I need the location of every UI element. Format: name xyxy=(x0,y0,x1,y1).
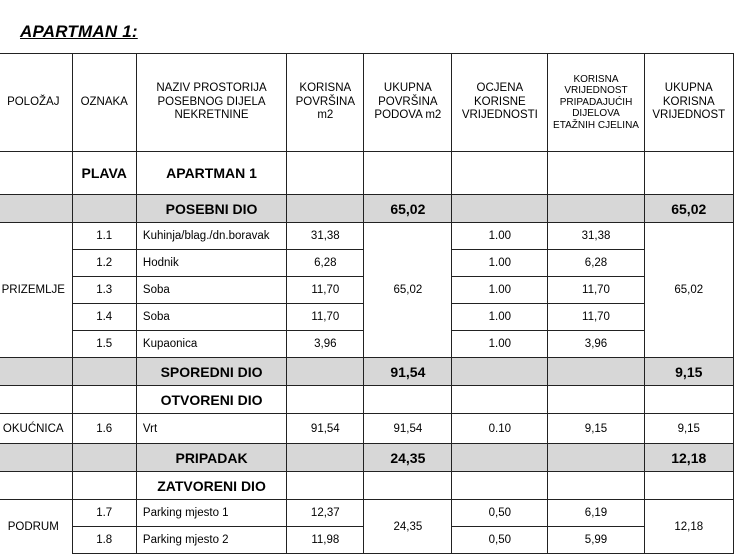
table-row xyxy=(0,500,734,527)
posebni-dio-vrijednost: 65,02 xyxy=(644,195,733,223)
row-ukupno: 91,54 xyxy=(364,414,452,444)
header-naziv: NAZIV PROSTORIJA POSEBNOG DIJELA NEKRETNINE xyxy=(136,54,286,152)
row-vrijednost: 9,15 xyxy=(548,414,644,444)
row-naziv: Vrt xyxy=(136,414,286,444)
row-oznaka: 1.2 xyxy=(72,250,136,277)
prizemlje-total-vrijednost: 65,02 xyxy=(644,223,733,358)
sporedni-dio-label: SPOREDNI DIO xyxy=(136,358,286,386)
row-vrijednost: 6,28 xyxy=(548,250,644,277)
row-povrsina: 3,96 xyxy=(287,331,364,358)
row-vrijednost: 11,70 xyxy=(548,277,644,304)
row-ukupna-vrijednost: 9,15 xyxy=(644,414,733,444)
header-korisna-vrijednost: KORISNA VRIJEDNOST PRIPADAJUĆIH DIJELOVA ETAŽNIH CJELINA xyxy=(548,54,644,152)
row-ocjena: 1.00 xyxy=(452,331,548,358)
sporedni-dio-povrsina: 91,54 xyxy=(364,358,452,386)
otvoreni-dio-label: OTVORENI DIO xyxy=(136,386,286,414)
posebni-dio-row xyxy=(0,195,734,223)
apartment-title-row xyxy=(0,152,734,195)
row-oznaka: 1.7 xyxy=(72,500,136,527)
sporedni-dio-vrijednost: 9,15 xyxy=(644,358,733,386)
table-row xyxy=(0,223,734,250)
row-oznaka: 1.6 xyxy=(72,414,136,444)
row-naziv: Kupaonica xyxy=(136,331,286,358)
otvoreni-dio-row xyxy=(0,386,734,414)
row-vrijednost: 31,38 xyxy=(548,223,644,250)
row-naziv: Parking mjesto 1 xyxy=(136,500,286,527)
pripadak-povrsina: 24,35 xyxy=(364,444,452,472)
prizemlje-label: PRIZEMLJE xyxy=(0,223,72,358)
row-ocjena: 1.00 xyxy=(452,304,548,331)
row-povrsina: 31,38 xyxy=(287,223,364,250)
row-povrsina: 91,54 xyxy=(287,414,364,444)
row-povrsina: 11,70 xyxy=(287,277,364,304)
pripadak-row xyxy=(0,444,734,472)
row-ocjena: 1.00 xyxy=(452,250,548,277)
prizemlje-total-povrsina: 65,02 xyxy=(364,223,452,358)
header-oznaka: OZNAKA xyxy=(72,54,136,152)
row-oznaka: 1.4 xyxy=(72,304,136,331)
zatvoreni-dio-label: ZATVORENI DIO xyxy=(136,472,286,500)
plava-label: PLAVA xyxy=(72,152,136,195)
row-povrsina: 12,37 xyxy=(287,500,364,527)
row-povrsina: 11,70 xyxy=(287,304,364,331)
header-ocjena: OCJENA KORISNE VRIJEDNOSTI xyxy=(452,54,548,152)
row-naziv: Hodnik xyxy=(136,250,286,277)
row-povrsina: 11,98 xyxy=(287,527,364,554)
posebni-dio-label: POSEBNI DIO xyxy=(136,195,286,223)
row-naziv: Parking mjesto 2 xyxy=(136,527,286,554)
row-oznaka: 1.3 xyxy=(72,277,136,304)
row-ocjena: 0,50 xyxy=(452,500,548,527)
row-vrijednost: 6,19 xyxy=(548,500,644,527)
zatvoreni-dio-row xyxy=(0,472,734,500)
pripadak-label: PRIPADAK xyxy=(136,444,286,472)
pripadak-vrijednost: 12,18 xyxy=(644,444,733,472)
document-title: APARTMAN 1: xyxy=(20,22,138,41)
row-vrijednost: 3,96 xyxy=(548,331,644,358)
row-naziv: Kuhinja/blag./dn.boravak xyxy=(136,223,286,250)
apartment-name: APARTMAN 1 xyxy=(136,152,286,195)
row-naziv: Soba xyxy=(136,277,286,304)
row-vrijednost: 11,70 xyxy=(548,304,644,331)
row-vrijednost: 5,99 xyxy=(548,527,644,554)
header-korisna-povrsina: KORISNA POVRŠINA m2 xyxy=(287,54,364,152)
row-povrsina: 6,28 xyxy=(287,250,364,277)
row-oznaka: 1.1 xyxy=(72,223,136,250)
podrum-label: PODRUM xyxy=(0,500,72,554)
podrum-total-vrijednost: 12,18 xyxy=(644,500,733,554)
header-polozaj: POLOŽAJ xyxy=(0,54,72,152)
row-ocjena: 0.10 xyxy=(452,414,548,444)
okucnica-label: OKUĆNICA xyxy=(0,414,72,444)
row-ocjena: 1.00 xyxy=(452,277,548,304)
table-header-row xyxy=(0,54,734,152)
row-oznaka: 1.8 xyxy=(72,527,136,554)
row-ocjena: 1.00 xyxy=(452,223,548,250)
podrum-total-povrsina: 24,35 xyxy=(364,500,452,554)
row-naziv: Soba xyxy=(136,304,286,331)
posebni-dio-povrsina: 65,02 xyxy=(364,195,452,223)
apartment-specification-table xyxy=(0,53,734,554)
sporedni-dio-row xyxy=(0,358,734,386)
table-row xyxy=(0,414,734,444)
row-oznaka: 1.5 xyxy=(72,331,136,358)
row-ocjena: 0,50 xyxy=(452,527,548,554)
header-ukupna-vrijednost: UKUPNA KORISNA VRIJEDNOST xyxy=(644,54,733,152)
header-ukupna-povrsina: UKUPNA POVRŠINA PODOVA m2 xyxy=(364,54,452,152)
